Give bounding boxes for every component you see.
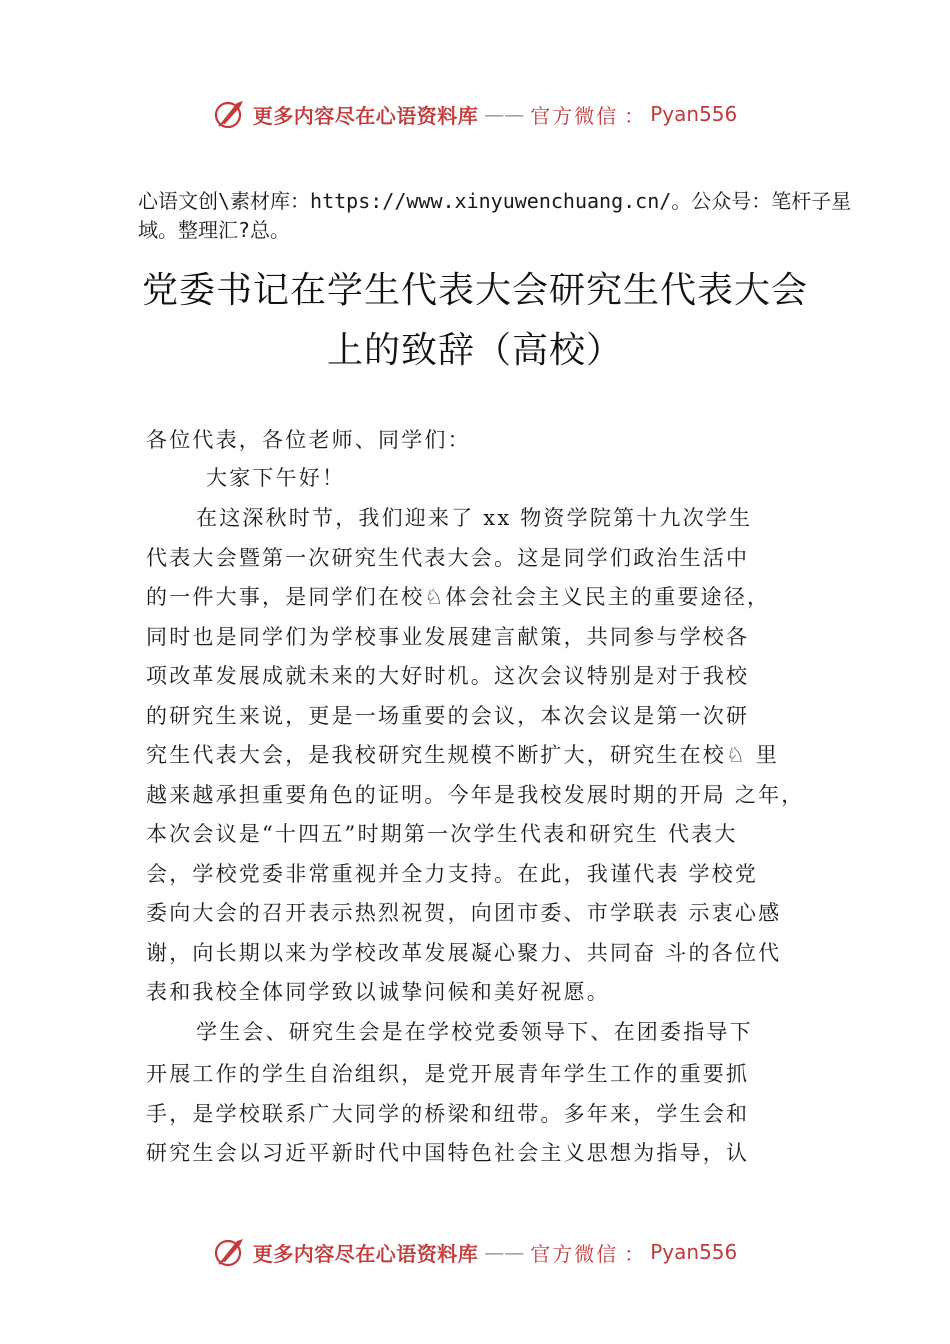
paragraph-line: 本次会议是“十四五”时期第一次学生代表和研究生 代表大 — [146, 822, 738, 846]
paragraph-line: 表和我校全体同学致以诚挚问候和美好祝愿。 — [146, 980, 610, 1004]
paragraph-line: 谢，向长期以来为学校改革发展凝心聚力、共同奋 斗的各位代 — [146, 941, 782, 965]
greeting: 大家下午好！ — [206, 466, 346, 490]
promo-text: 更多内容尽在心语资料库 — [252, 103, 479, 128]
source-note: 心语文创\素材库：https://www.xinyuwenchuang.cn/。公众号：笔杆子星域。整理汇?总。 — [138, 189, 852, 242]
promo-text: 更多内容尽在心语资料库 — [252, 1241, 479, 1266]
wechat-id: Pyan556 — [650, 102, 738, 126]
quill-pen-icon — [213, 97, 247, 131]
paragraph-line: 项改革发展成就未来的大好时机。这次会议特别是对于我校 — [146, 664, 750, 688]
paragraph-line: 同时也是同学们为学校事业发展建言献策，共同参与学校各 — [146, 625, 750, 649]
paragraph-line: 在这深秋时节，我们迎来了 xx 物资学院第十九次学生 — [196, 506, 753, 530]
paragraph-line: 研究生会以习近平新时代中国特色社会主义思想为指导，认 — [146, 1141, 750, 1165]
paragraph-line: 的一件大事，是同学们在校♘体会社会主义民主的重要途径， — [146, 585, 771, 609]
wechat-id: Pyan556 — [650, 1240, 738, 1264]
footer-banner — [0, 1232, 950, 1272]
document-title-line-2: 上的致辞（高校） — [326, 330, 623, 371]
paragraph-line: 越来越承担重要角色的证明。今年是我校发展时期的开局 之年， — [146, 783, 805, 807]
paragraph-line: 委向大会的召开表示热烈祝贺，向团市委、市学联表 示衷心感 — [146, 901, 782, 925]
header-banner — [0, 94, 950, 134]
wechat-label: 官方微信 — [530, 1241, 619, 1266]
paragraph-line: 究生代表大会，是我校研究生规模不断扩大，研究生在校♘ 里 — [146, 743, 780, 767]
paragraph-line: 手，是学校联系广大同学的桥梁和纽带。多年来，学生会和 — [146, 1102, 750, 1126]
paragraph-line: 学生会、研究生会是在学校党委领导下、在团委指导下 — [196, 1020, 753, 1044]
paragraph-line: 代表大会暨第一次研究生代表大会。这是同学们政治生活中 — [146, 546, 750, 570]
wechat-colon: ： — [624, 103, 645, 128]
paragraph-line: 会，学校党委非常重视并全力支持。在此，我谨代表 学校党 — [146, 862, 759, 886]
quill-pen-icon — [213, 1235, 247, 1269]
wechat-colon: ： — [624, 1241, 645, 1266]
document-title-line-1: 党委书记在学生代表大会研究生代表大会 — [141, 270, 808, 311]
paragraph-line: 开展工作的学生自治组织，是党开展青年学生工作的重要抓 — [146, 1062, 750, 1086]
wechat-label: 官方微信 — [530, 103, 619, 128]
promo-dash: —— — [484, 1240, 525, 1264]
paragraph-line: 的研究生来说，更是一场重要的会议，本次会议是第一次研 — [146, 704, 750, 728]
promo-dash: —— — [484, 102, 525, 126]
salutation: 各位代表，各位老师、同学们： — [146, 428, 471, 452]
